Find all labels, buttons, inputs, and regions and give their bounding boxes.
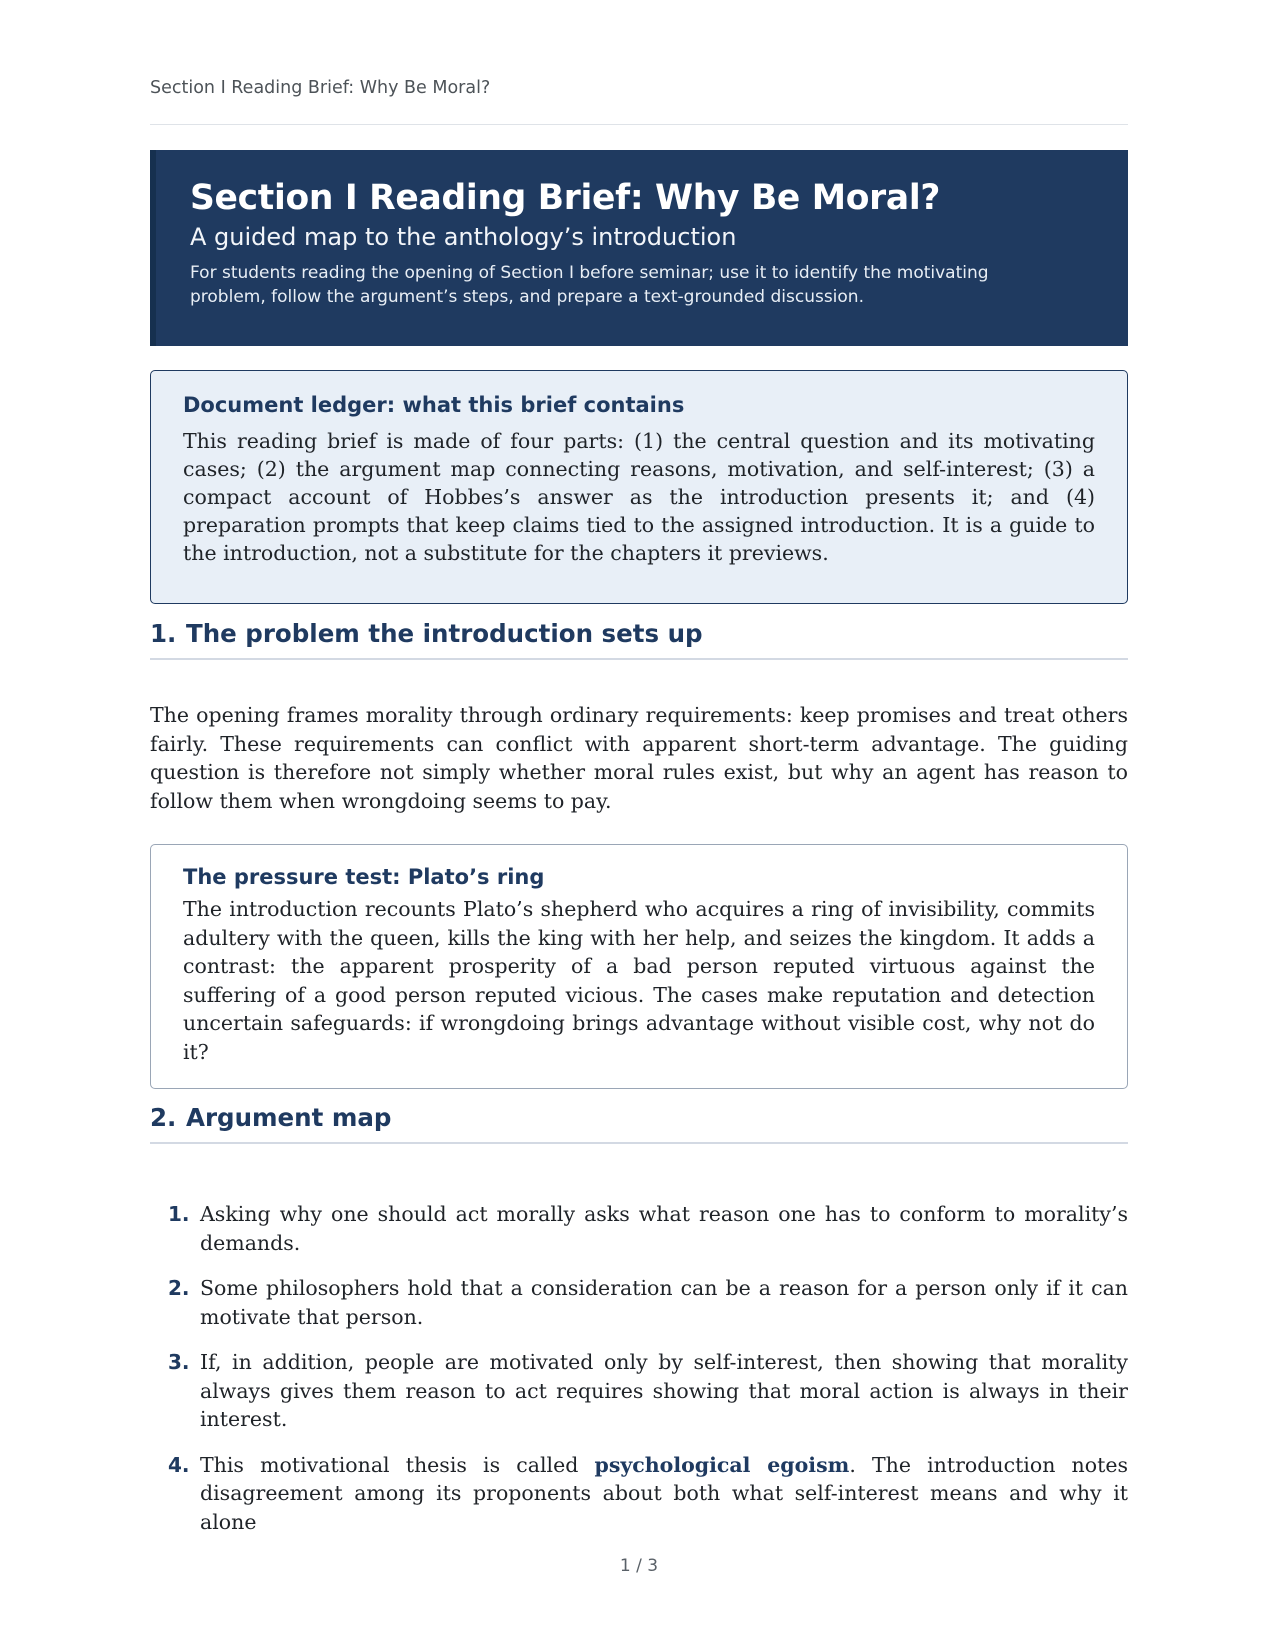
argument-map-list — [150, 1200, 1128, 1553]
list-item-text-end: . The introduction notes disagreement among its proponents about both what self-interest means and why it alone — [200, 1452, 1128, 1534]
list-item — [150, 1348, 1128, 1434]
list-item-number: 4. — [168, 1452, 190, 1477]
list-item-number: 2. — [168, 1276, 190, 1300]
header-divider — [150, 124, 1128, 125]
ledger-title: Document ledger: what this brief contains — [183, 393, 685, 417]
page-number: 1 / 3 — [619, 1556, 659, 1576]
running-head: Section I Reading Brief: Why Be Moral? — [150, 78, 491, 98]
document-description: For students reading the opening of Section I before seminar; use it to identify the motivating problem, follow the argument’s steps, and prepare a text-grounded discussion. — [190, 263, 989, 307]
list-item-text: If, in addition, people are motivated only by self-interest, then showing that morality always gives them reason to act requires showing that moral action is always in their interest. — [200, 1350, 1128, 1431]
list-item-text: Some philosophers hold that a consideration can be a reason for a person only if it can motivate that person. — [200, 1276, 1128, 1329]
document-title: Section I Reading Brief: Why Be Moral? — [190, 178, 941, 218]
document-subtitle: A guided map to the anthology’s introduction — [190, 223, 737, 251]
section-2-title: Argument map — [186, 1103, 392, 1132]
list-item — [150, 1200, 1128, 1257]
document-ledger-box — [150, 370, 1128, 604]
section-1-title: The problem the introduction sets up — [186, 619, 703, 648]
section-1-number: 1. — [150, 619, 177, 648]
callout-text: The introduction recounts Plato’s shepherd who acquires a ring of invisibility, commits adultery with the queen, kills the king with her help, and seizes the kingdom. It adds a contrast: the apparent prosperity of a bad person reputed virtuous against the suffering of a good person reputed vicious. The cases make reputation and detection uncertain safeguards: if wrongdoing brings advantage without visible cost, why not do it? — [183, 897, 1095, 1064]
key-term: psychological egoism — [594, 1452, 850, 1477]
section-2-number: 2. — [150, 1103, 177, 1132]
section-2-heading — [150, 1102, 1128, 1144]
list-item-text-start: This motivational thesis is called — [200, 1452, 595, 1477]
list-item-number: 1. — [168, 1202, 190, 1226]
title-banner — [150, 150, 1128, 346]
callout-title: The pressure test: Plato’s ring — [183, 865, 545, 889]
list-item-number: 3. — [168, 1350, 190, 1374]
section-1-paragraph: The opening frames morality through ordinary requirements: keep promises and treat others fairly. These requirements can conflict with apparent short-term advantage. The guiding question is therefore not simply whether moral rules exist, but why an agent has reason to follow them when wrongdoing seems to pay. — [150, 703, 1128, 813]
ledger-text: This reading brief is made of four parts: (1) the central question and its motivating cases; (2) the argument map connecting reasons, motivation, and self-interest; (3) a compact account of Hobbes’s answer as the introduction presents it; and (4) preparation prompts that keep claims tied to the assigned introduction. It is a guide to the introduction, not a substitute for the chapters it previews. — [183, 429, 1095, 565]
list-item-text: Asking why one should act morally asks what reason one has to conform to morality’s demands. — [200, 1202, 1128, 1255]
list-item — [150, 1451, 1128, 1537]
list-item — [150, 1274, 1128, 1331]
section-1-heading — [150, 618, 1128, 660]
plato-ring-callout — [150, 844, 1128, 1089]
